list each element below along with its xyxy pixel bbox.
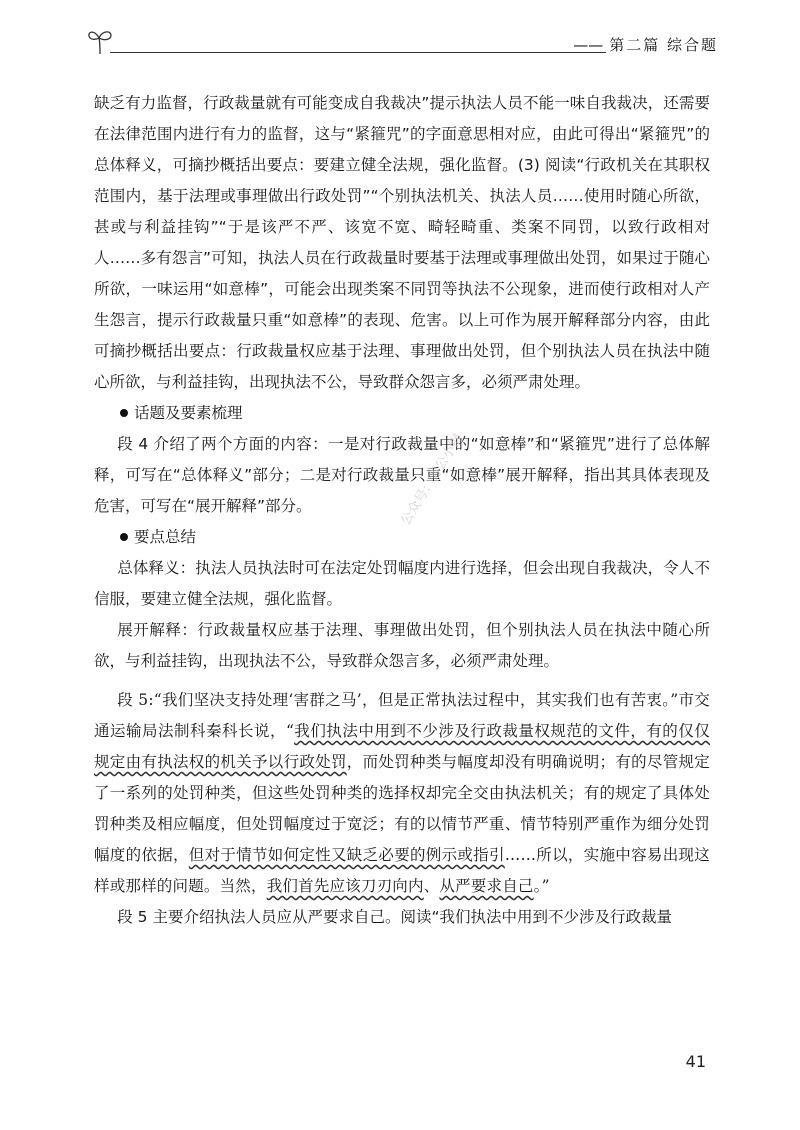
underlined-quote: 但对于情节如何定性又缺乏必要的例示或指引: [188, 846, 505, 864]
underlined-quote: 我们执法中用到不少涉及行政裁量权规范的文件，有的仅仅规定由有执法权的机关予以行政处罚: [94, 722, 711, 771]
underlined-quote: 从严要求自己: [439, 877, 534, 895]
paragraph-continued: 缺乏有力监督，行政裁量就有可能变成自我裁决”提示执法人员不能一味自我裁决，还需要在法律范围内进行有力的监督，这与“紧箍咒”的字面意思相对应，由此可得出“紧箍咒”的总体释义，可摘抄概括出要点：要建立健全法规，强化监督。(3) 阅读“行政机关在其职权范围内，基于法理或事理做出行政处罚”“个别执法机关、执法人员……使用时随心所欲，甚或与利益挂钩”“于是该严不严、该宽不宽、畸轻畸重、类案不同罚，以致行政相对人……多有怨言”可知，执法人员在行政裁量时要基于法理或事理做出处罚，如果过于随心所欲，一味运用“如意棒”，可能会出现类案不同罚等执法不公现象，进而使行政相对人产生怨言，提示行政裁量只重“如意棒”的表现、危害。以上可作为展开解释部分内容，由此可摘抄概括出要点：行政裁量权应基于法理、事理做出处罚，但个别执法人员在执法中随心所欲，与利益挂钩，出现执法不公，导致群众怨言多，必须严肃处理。: [94, 94, 710, 391]
quote-text: 。”: [533, 877, 550, 895]
bullet-dot-icon: [120, 409, 128, 417]
bullet-key-points: [120, 522, 710, 553]
page-number: 41: [685, 1052, 706, 1071]
quote-text: ，而处罚种类与幅度却没有明确说明；有的尽管规定了一系列的处罚种类，但这些处罚种类的选择权却完全交由执法机关；有的规定了具体处罚种类及相应幅度，但处罚幅度过于宽泛；有的以情节严重、情节特别严重作为细分处罚幅度的依据，: [94, 753, 711, 864]
header-rule: [110, 52, 606, 53]
bullet-dot-icon: [120, 533, 128, 541]
bullet-label: 要点总结: [134, 528, 197, 546]
paragraph-expanded-meaning: 展开解释：行政裁量权应基于法理、事理做出处罚，但个别执法人员在执法中随心所欲，与利益挂钩，出现执法不公，导致群众怨言多，必须严肃处理。: [94, 621, 710, 670]
watermark: 公众号：考公小钢: [398, 431, 467, 529]
bullet-topic-elements: [120, 398, 710, 429]
paragraph-overall-meaning: 总体释义：执法人员执法时可在法定处罚幅度内进行选择，但会出现自我裁决，令人不信服，要建立健全法规，强化监督。: [94, 559, 710, 608]
quoted-passage: [94, 685, 710, 902]
header-dash: ——: [573, 36, 604, 54]
paragraph-section5-analysis: 段 5 主要介绍执法人员应从严要求自己。阅读“我们执法中用到不少涉及行政裁量: [117, 908, 672, 926]
bullet-label: 话题及要素梳理: [134, 404, 243, 422]
quote-text: ……所以，实施中容易出现这样或那样的问题。当然，: [94, 846, 710, 895]
underlined-quote: 我们首先应该刀刃向内: [266, 877, 424, 895]
quote-text: 、: [423, 877, 440, 895]
page-header: [86, 26, 718, 60]
quote-text: 段 5:“我们坚决支持处理‘害群之马’，但是正常执法过程中，其实我们也有苦衷。”市交通运输局法制科秦科长说，“: [94, 691, 710, 740]
paragraph-section4-summary: 段 4 介绍了两个方面的内容：一是对行政裁量中的“如意棒”和“紧箍咒”进行了总体解释，可写在“总体释义”部分；二是对行政裁量只重“如意棒”展开解释，指出其具体表现及危害，可写在“展开解释”部分。: [94, 435, 710, 515]
section-title: [573, 34, 718, 55]
section-name: 第二篇 综合题: [609, 36, 718, 54]
